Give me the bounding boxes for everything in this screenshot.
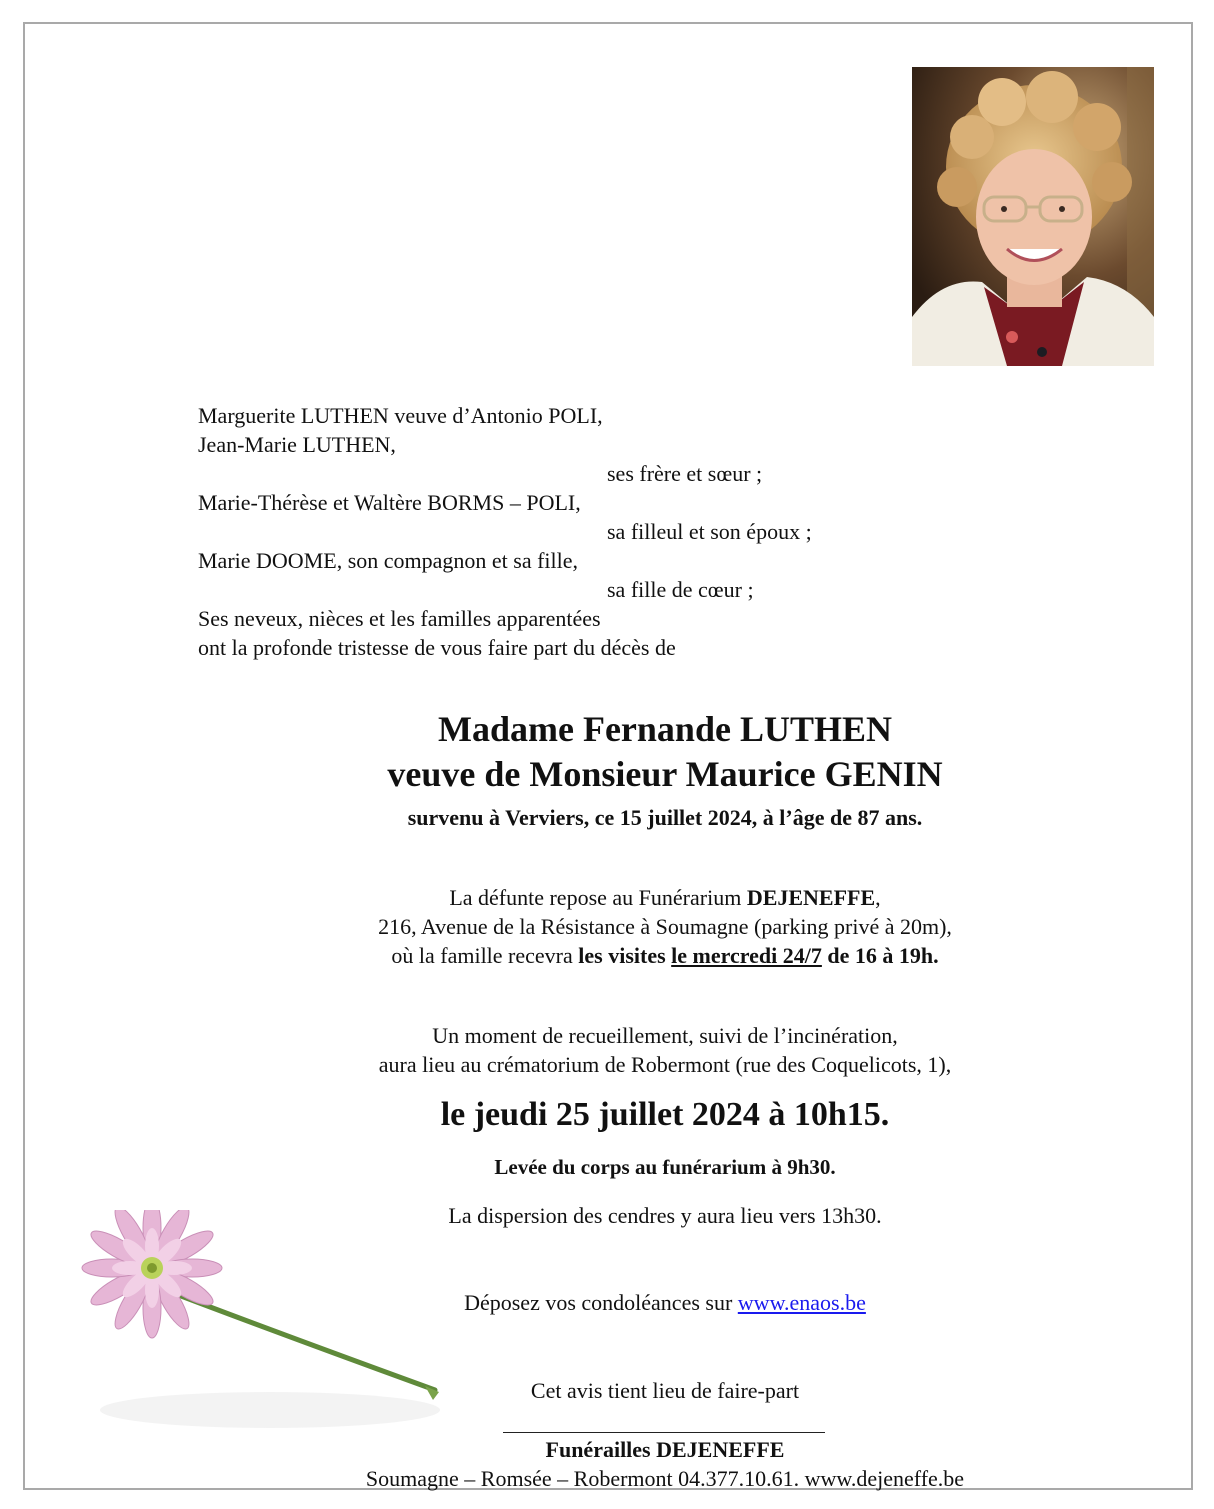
funeral-home-address: Soumagne – Romsée – Robermont 04.377.10.61. www.dejeneffe.be [365, 1466, 965, 1491]
family-relation: sa fille de cœur ; [607, 577, 754, 602]
death-details: survenu à Verviers, ce 15 juillet 2024, à l’âge de 87 ans. [407, 805, 923, 830]
ceremony-info [0, 1021, 1214, 1079]
flower-icon [70, 1210, 460, 1460]
condolences-text: Déposez vos condoléances sur [464, 1290, 738, 1315]
resting-line-1 [116, 883, 1214, 912]
family-relation: ses frère et sœur ; [607, 461, 763, 486]
deceased-spouse: veuve de Monsieur Maurice GENIN [387, 754, 943, 794]
family-line: Marguerite LUTHEN veuve d’Antonio POLI, [198, 403, 603, 428]
condolences-link[interactable]: www.enaos.be [737, 1290, 866, 1315]
notice-note: Cet avis tient lieu de faire-part [530, 1378, 800, 1403]
family-line: Ses neveux, nièces et les familles apparentées [198, 606, 601, 631]
resting-address: 216, Avenue de la Résistance à Soumagne (parking privé à 20m), [378, 914, 952, 939]
ceremony-date: le jeudi 25 juillet 2024 à 10h15. [440, 1096, 890, 1133]
portrait-illustration [912, 67, 1154, 366]
portrait-photo [912, 67, 1154, 366]
ceremony-line-2: aura lieu au crématorium de Robermont (rue des Coquelicots, 1), [378, 1052, 952, 1077]
resting-text: La défunte repose au Funérarium [449, 885, 747, 910]
footer-divider [503, 1432, 825, 1433]
funeral-home-name: DEJENEFFE [746, 885, 876, 910]
resting-text-end: , [875, 885, 881, 910]
family-line: Jean-Marie LUTHEN, [198, 432, 396, 457]
resting-place [0, 883, 1214, 970]
visiting-line [116, 941, 1214, 970]
visiting-text: où la famille recevra [391, 943, 579, 968]
visiting-hours: de 16 à 19h. [821, 943, 939, 968]
ash-dispersion: La dispersion des cendres y aura lieu vers 13h30. [448, 1203, 882, 1228]
family-relation: sa filleul et son époux ; [607, 519, 812, 544]
family-line: Marie DOOME, son compagnon et sa fille, [198, 548, 579, 573]
visiting-day: le mercredi 24/7 [671, 943, 822, 968]
ceremony-line-1: Un moment de recueillement, suivi de l’incinération, [432, 1023, 898, 1048]
family-line: Marie-Thérèse et Waltère BORMS – POLI, [198, 490, 581, 515]
visits-label: les visites [578, 943, 666, 968]
body-departure: Levée du corps au funérarium à 9h30. [494, 1155, 836, 1179]
deceased-name: Madame Fernande LUTHEN [438, 709, 892, 749]
family-line: ont la profonde tristesse de vous faire part du décès de [198, 635, 676, 660]
family-list [198, 401, 898, 662]
funeral-home-title: Funérailles DEJENEFFE [545, 1437, 785, 1462]
